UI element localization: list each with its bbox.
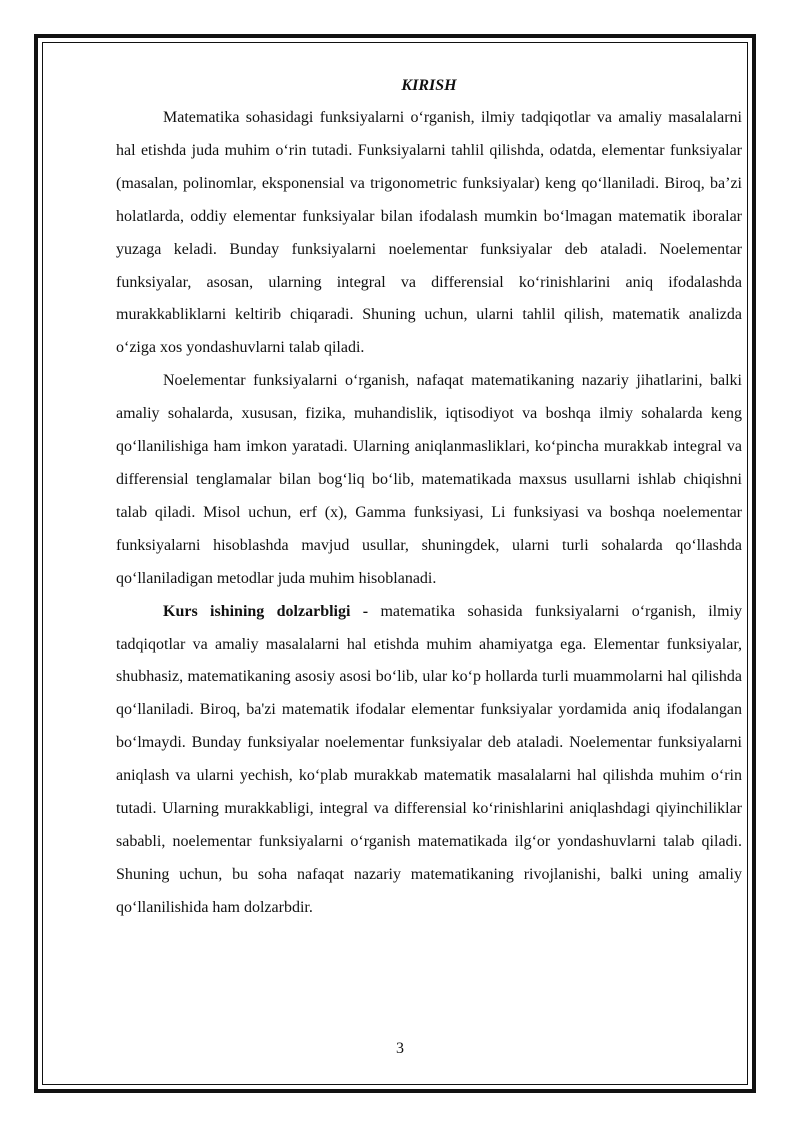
document-body <box>116 68 742 925</box>
paragraph-intro <box>116 102 742 365</box>
paragraph-noelementar <box>116 365 742 595</box>
paragraph-text: matematika sohasida funksiyalarni o‘rganish, ilmiy tadqiqotlar va amaliy masalalarni hal etishda muhim ahamiyatga ega. Elementar funksiyalar, shubhasiz, matematikaning asosiy asosi bo‘lib, ular ko‘p hollarda turli muammolarni hal qilishda qo‘llaniladi. Biroq, ba'zi matematik ifodalar elementar funksiyalar yordamida aniq ifodalangan bo‘lmaydi. Bunday funksiyalar noelementar funksiyalar deb ataladi. Noelementar funksiyalarni aniqlash va ularni yechish, ko‘plab murakkab matematik masalalarni hal qilishda muhim o‘rin tutadi. Ularning murakkabligi, integral va differensial ko‘rinishlarini aniqlashdagi qiyinchiliklar sababli, noelementar funksiyalarni o‘rganish matematikada ilg‘or yondashuvlarni talab qiladi. Shuning uchun, bu soha nafaqat nazariy matematikaning rivojlanishi, balki uning amaliy qo‘llanilishida ham dolzarbdir. <box>116 602 742 916</box>
paragraph-lead: Kurs ishining dolzarbligi - <box>163 602 369 620</box>
page-number: 3 <box>396 1040 404 1057</box>
paragraph-relevance <box>116 596 742 925</box>
paragraph-text: Matematika sohasidagi funksiyalarni o‘rganish, ilmiy tadqiqotlar va amaliy masalalarni hal etishda juda muhim o‘rin tutadi. Funksiyalarni tahlil qilishda, odatda, elementar funksiyalar (masalan, polinomlar, eksponensial va trigonometric funksiyalar) keng qo‘llaniladi. Biroq, ba’zi holatlarda, oddiy elementar funksiyalar bilan ifodalash mumkin bo‘lmagan matematik iboralar yuzaga keladi. Bunday funksiyalarni noelementar funksiyalar deb ataladi. Noelementar funksiyalar, asosan, ularning integral va differensial ko‘rinishlarini aniq ifodalashda murakkabliklarni keltirib chiqaradi. Shuning uchun, ularni tahlil qilish, matematik analizda o‘ziga xos yondashuvlarni talab qiladi. <box>116 109 742 357</box>
section-title: KIRISH <box>401 77 457 94</box>
paragraph-text: Noelementar funksiyalarni o‘rganish, nafaqat matematikaning nazariy jihatlarini, balki amaliy sohalarda, xususan, fizika, muhandislik, iqtisodiyot va boshqa ilmiy sohalarda keng qo‘llanilishiga ham imkon yaratadi. Ularning aniqlanmasliklari, ko‘pincha murakkab integral va differensial tenglamalar bilan bog‘liq bo‘lib, matematikada maxsus usullarni ishlab chiqishni talab qiladi. Misol uchun, erf (x), Gamma funksiyasi, Li funksiyasi va boshqa noelementar funksiyalarni hisoblashda mavjud usullar, shuningdek, ularni turli sohalarda qo‘llashda qo‘llaniladigan metodlar juda muhim hisoblanadi. <box>116 372 742 587</box>
